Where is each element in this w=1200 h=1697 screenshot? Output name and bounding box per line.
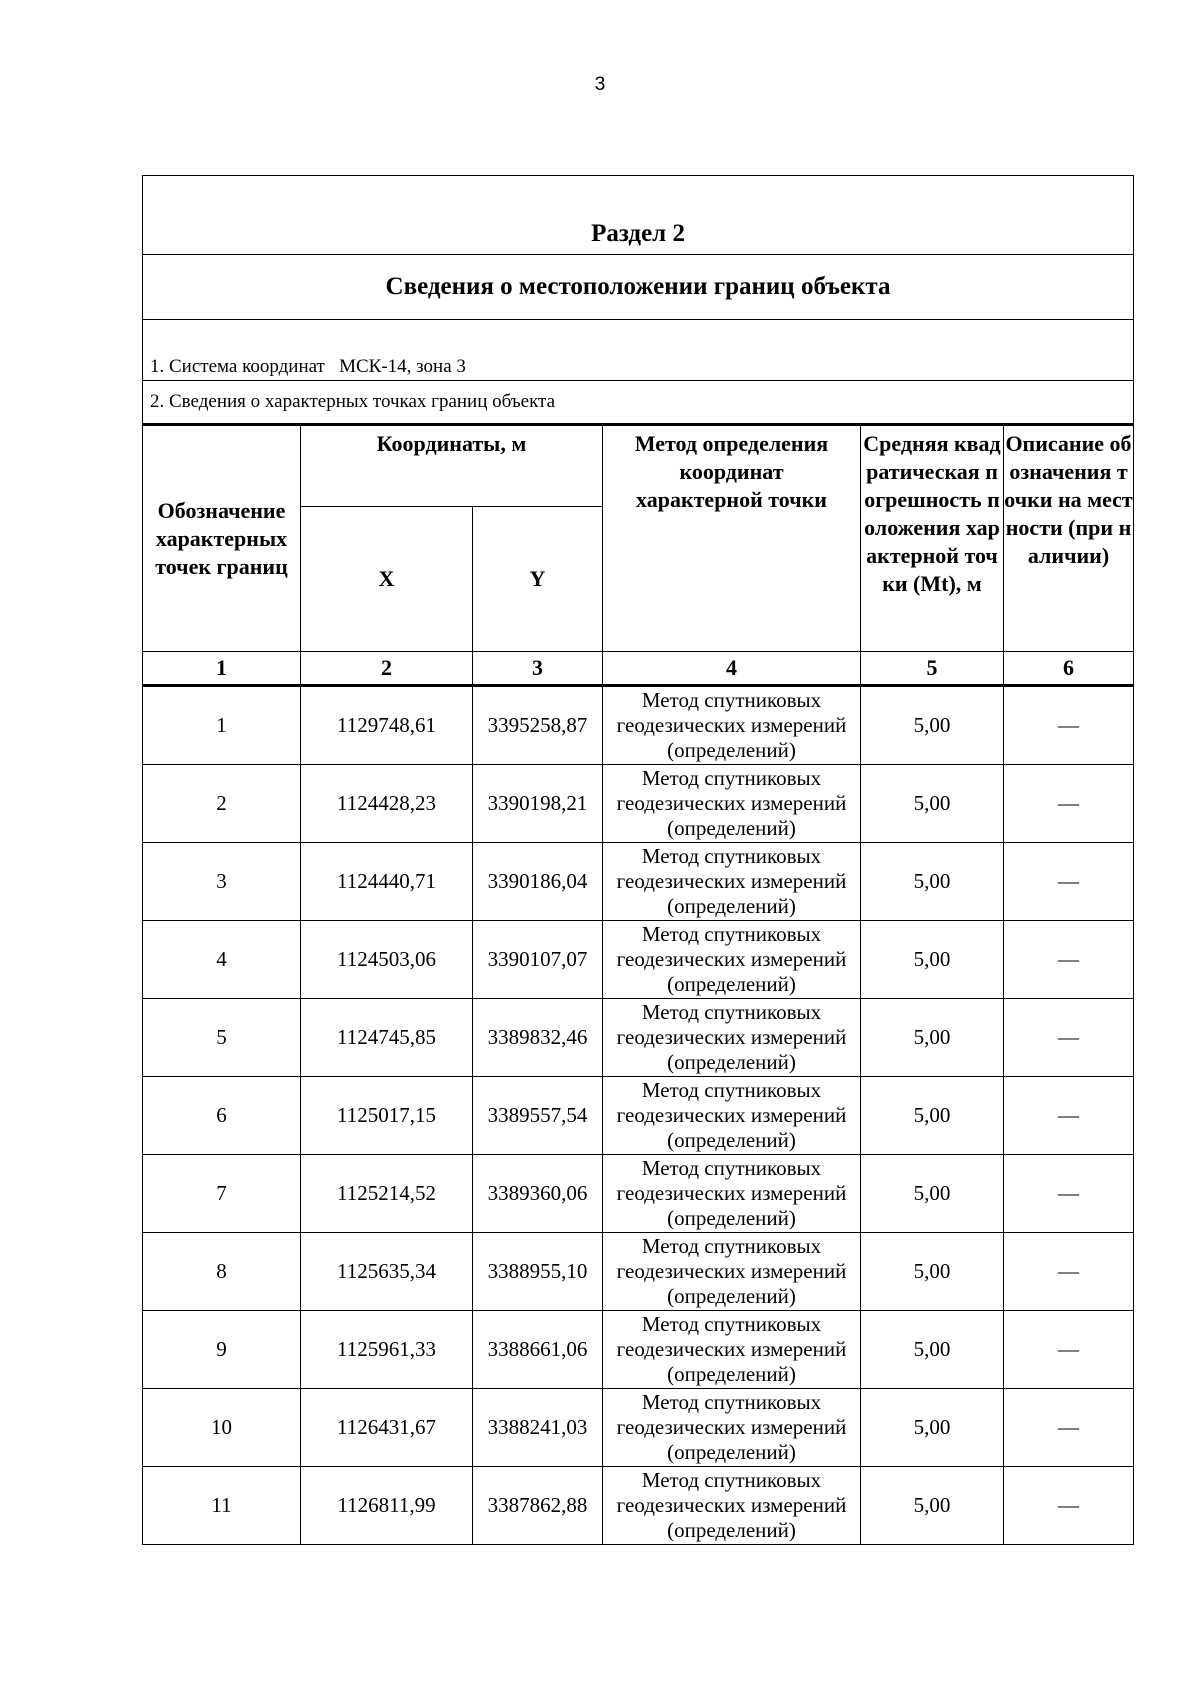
- error-cell: 5,00: [861, 686, 1004, 765]
- y-coordinate-cell: 3390107,07: [473, 921, 603, 999]
- column-number: 5: [861, 652, 1004, 686]
- section-title-row: [143, 176, 1134, 255]
- method-cell: Метод спутниковых геодезических измерений (определений): [603, 1389, 861, 1467]
- column-number: 4: [603, 652, 861, 686]
- description-cell: —: [1004, 921, 1134, 999]
- x-coordinate-cell: 1124428,23: [301, 765, 473, 843]
- point-id-cell: 5: [143, 999, 301, 1077]
- section-subtitle-row: [143, 255, 1134, 320]
- table-row: [143, 843, 1134, 921]
- y-coordinate-cell: 3388955,10: [473, 1233, 603, 1311]
- error-cell: 5,00: [861, 999, 1004, 1077]
- y-coordinate-cell: 3388241,03: [473, 1389, 603, 1467]
- spacer-cell: [143, 320, 1134, 355]
- point-id-cell: 10: [143, 1389, 301, 1467]
- error-cell: 5,00: [861, 1467, 1004, 1545]
- coord-system-text: 1. Система координат МСК-14, зона 3: [143, 354, 1134, 381]
- description-cell: —: [1004, 1155, 1134, 1233]
- x-coordinate-cell: 1125635,34: [301, 1233, 473, 1311]
- point-id-cell: 8: [143, 1233, 301, 1311]
- error-cell: 5,00: [861, 1077, 1004, 1155]
- x-coordinate-cell: 1125214,52: [301, 1155, 473, 1233]
- error-cell: 5,00: [861, 1311, 1004, 1389]
- description-cell: —: [1004, 999, 1134, 1077]
- column-number: 6: [1004, 652, 1134, 686]
- method-cell: Метод спутниковых геодезических измерений (определений): [603, 1155, 861, 1233]
- y-coordinate-cell: 3389832,46: [473, 999, 603, 1077]
- point-id-cell: 1: [143, 686, 301, 765]
- table-row: [143, 1155, 1134, 1233]
- method-cell: Метод спутниковых геодезических измерений (определений): [603, 1311, 861, 1389]
- table-row: [143, 1467, 1134, 1545]
- x-coordinate-cell: 1125017,15: [301, 1077, 473, 1155]
- coord-system-row: [143, 354, 1134, 381]
- description-cell: —: [1004, 1389, 1134, 1467]
- x-coordinate-cell: 1129748,61: [301, 686, 473, 765]
- column-number: 2: [301, 652, 473, 686]
- point-id-cell: 11: [143, 1467, 301, 1545]
- column-numbers-row: [143, 652, 1134, 686]
- description-cell: —: [1004, 1311, 1134, 1389]
- page-number: 3: [594, 74, 606, 95]
- x-coordinate-cell: 1124745,85: [301, 999, 473, 1077]
- point-id-cell: 4: [143, 921, 301, 999]
- method-cell: Метод спутниковых геодезических измерений (определений): [603, 686, 861, 765]
- points-info-text: 2. Сведения о характерных точках границ объекта: [143, 381, 1134, 425]
- y-coordinate-cell: 3388661,06: [473, 1311, 603, 1389]
- header-designation: Обозначение характерных точек границ: [143, 425, 301, 652]
- method-cell: Метод спутниковых геодезических измерений (определений): [603, 843, 861, 921]
- description-cell: —: [1004, 686, 1134, 765]
- point-id-cell: 2: [143, 765, 301, 843]
- y-coordinate-cell: 3390186,04: [473, 843, 603, 921]
- header-coordinates: Координаты, м: [301, 425, 603, 507]
- x-coordinate-cell: 1126811,99: [301, 1467, 473, 1545]
- header-row-main: [143, 425, 1134, 507]
- header-method: Метод определения координат характерной точки: [603, 425, 861, 652]
- error-cell: 5,00: [861, 1155, 1004, 1233]
- point-id-cell: 7: [143, 1155, 301, 1233]
- header-error: Средняя квадратическая погрешность положения характерной точки (Mt), м: [861, 425, 1004, 652]
- x-coordinate-cell: 1124440,71: [301, 843, 473, 921]
- method-cell: Метод спутниковых геодезических измерений (определений): [603, 1467, 861, 1545]
- spacer-row: [143, 320, 1134, 355]
- header-y: Y: [473, 507, 603, 652]
- column-number: 1: [143, 652, 301, 686]
- point-id-cell: 6: [143, 1077, 301, 1155]
- x-coordinate-cell: 1124503,06: [301, 921, 473, 999]
- error-cell: 5,00: [861, 921, 1004, 999]
- method-cell: Метод спутниковых геодезических измерений (определений): [603, 999, 861, 1077]
- table-row: [143, 686, 1134, 765]
- table-row: [143, 921, 1134, 999]
- description-cell: —: [1004, 1077, 1134, 1155]
- y-coordinate-cell: 3395258,87: [473, 686, 603, 765]
- table-row: [143, 765, 1134, 843]
- error-cell: 5,00: [861, 843, 1004, 921]
- points-info-row: [143, 381, 1134, 425]
- boundary-table: [142, 175, 1134, 1545]
- table-row: [143, 1389, 1134, 1467]
- header-description: Описание обозначения точки на местности (при наличии): [1004, 425, 1134, 652]
- description-cell: —: [1004, 843, 1134, 921]
- description-cell: —: [1004, 1467, 1134, 1545]
- column-number: 3: [473, 652, 603, 686]
- x-coordinate-cell: 1126431,67: [301, 1389, 473, 1467]
- description-cell: —: [1004, 1233, 1134, 1311]
- error-cell: 5,00: [861, 1233, 1004, 1311]
- error-cell: 5,00: [861, 1389, 1004, 1467]
- method-cell: Метод спутниковых геодезических измерений (определений): [603, 1077, 861, 1155]
- table-row: [143, 1311, 1134, 1389]
- method-cell: Метод спутниковых геодезических измерений (определений): [603, 765, 861, 843]
- section-title: Раздел 2: [143, 176, 1134, 255]
- y-coordinate-cell: 3387862,88: [473, 1467, 603, 1545]
- table-row: [143, 999, 1134, 1077]
- method-cell: Метод спутниковых геодезических измерений (определений): [603, 921, 861, 999]
- y-coordinate-cell: 3389360,06: [473, 1155, 603, 1233]
- description-cell: —: [1004, 765, 1134, 843]
- table-row: [143, 1233, 1134, 1311]
- point-id-cell: 9: [143, 1311, 301, 1389]
- table-row: [143, 1077, 1134, 1155]
- y-coordinate-cell: 3389557,54: [473, 1077, 603, 1155]
- x-coordinate-cell: 1125961,33: [301, 1311, 473, 1389]
- error-cell: 5,00: [861, 765, 1004, 843]
- method-cell: Метод спутниковых геодезических измерений (определений): [603, 1233, 861, 1311]
- point-id-cell: 3: [143, 843, 301, 921]
- header-x: X: [301, 507, 473, 652]
- section-subtitle: Сведения о местоположении границ объекта: [143, 255, 1134, 320]
- y-coordinate-cell: 3390198,21: [473, 765, 603, 843]
